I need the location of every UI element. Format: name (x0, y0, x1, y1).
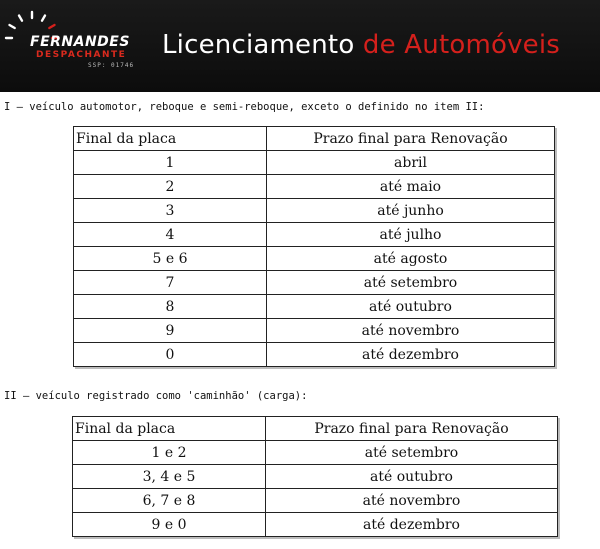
plate-cell: 3, 4 e 5 (73, 465, 266, 489)
table-row (74, 199, 555, 223)
plate-cell: 7 (74, 271, 267, 295)
page-title (162, 30, 560, 60)
logo (2, 8, 152, 74)
deadline-cell: até julho (267, 223, 555, 247)
section2-heading: II – veículo registrado como 'caminhão' (carga): (4, 390, 308, 402)
title-part3: Automóveis (404, 30, 561, 60)
table-row (74, 151, 555, 175)
logo-brand: FERNANDES (30, 34, 130, 50)
table-header-row (73, 417, 558, 441)
plate-cell: 1 (74, 151, 267, 175)
section1-heading: I – veículo automotor, reboque e semi-reboque, exceto o definido no item II: (4, 101, 485, 113)
logo-registration: SSP: 01746 (88, 62, 135, 69)
table-row (74, 247, 555, 271)
deadline-cell: até setembro (266, 441, 558, 465)
title-part1: Licenciamento (162, 30, 363, 60)
deadline-cell: até novembro (266, 489, 558, 513)
table-row (74, 223, 555, 247)
deadline-cell: até agosto (267, 247, 555, 271)
deadline-cell: até dezembro (266, 513, 558, 537)
table-row (74, 343, 555, 367)
table-row (74, 175, 555, 199)
column-header-plate: Final da placa (73, 417, 266, 441)
table-row (73, 465, 558, 489)
logo-subtitle: DESPACHANTE (36, 50, 127, 60)
deadline-cell: até dezembro (267, 343, 555, 367)
plate-cell: 0 (74, 343, 267, 367)
table-row (73, 489, 558, 513)
table-header-row (74, 127, 555, 151)
table-row (74, 319, 555, 343)
title-part2: de (362, 30, 405, 60)
plate-cell: 6, 7 e 8 (73, 489, 266, 513)
section2-table (72, 416, 558, 537)
section1-table (73, 126, 555, 367)
plate-cell: 1 e 2 (73, 441, 266, 465)
column-header-deadline: Prazo final para Renovação (266, 417, 558, 441)
plate-cell: 5 e 6 (74, 247, 267, 271)
deadline-cell: até novembro (267, 319, 555, 343)
page-header (0, 0, 600, 92)
plate-cell: 3 (74, 199, 267, 223)
column-header-plate: Final da placa (74, 127, 267, 151)
deadline-cell: até outubro (266, 465, 558, 489)
deadline-cell: até maio (267, 175, 555, 199)
main-content (0, 92, 600, 549)
table-row (74, 295, 555, 319)
table-row (74, 271, 555, 295)
deadline-cell: abril (267, 151, 555, 175)
table-row (73, 513, 558, 537)
column-header-deadline: Prazo final para Renovação (267, 127, 555, 151)
deadline-cell: até setembro (267, 271, 555, 295)
plate-cell: 8 (74, 295, 267, 319)
deadline-cell: até outubro (267, 295, 555, 319)
plate-cell: 4 (74, 223, 267, 247)
plate-cell: 9 e 0 (73, 513, 266, 537)
table-row (73, 441, 558, 465)
plate-cell: 9 (74, 319, 267, 343)
plate-cell: 2 (74, 175, 267, 199)
deadline-cell: até junho (267, 199, 555, 223)
